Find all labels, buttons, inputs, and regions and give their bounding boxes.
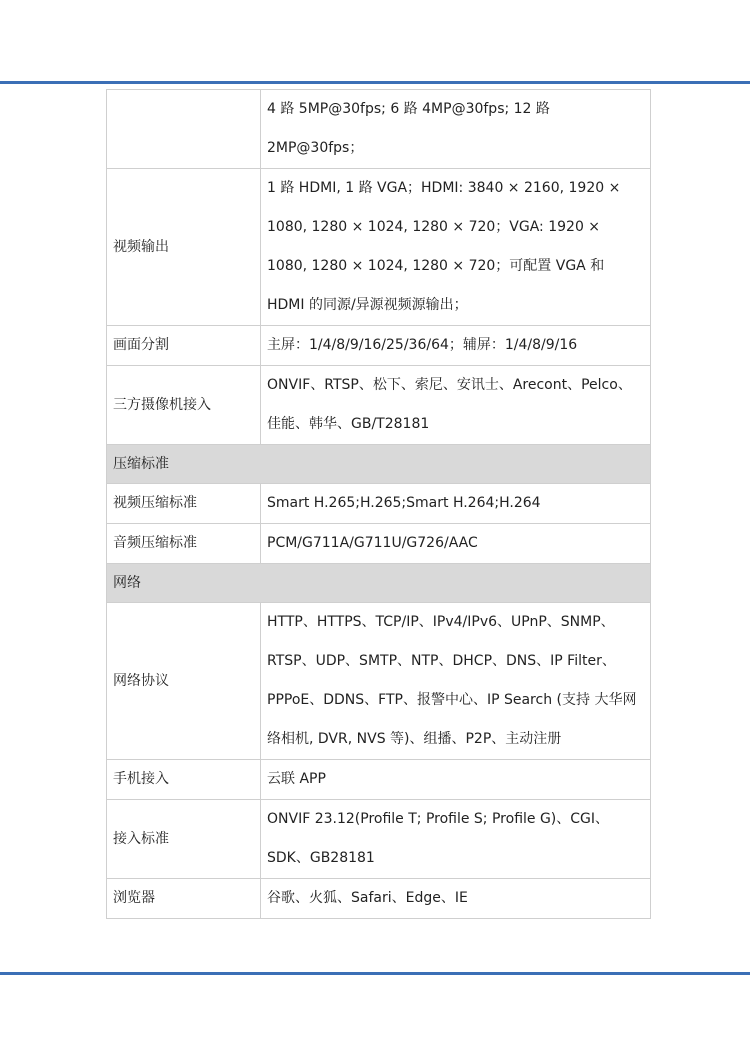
- row-label: 接入标准: [107, 800, 261, 879]
- row-value: HTTP、HTTPS、TCP/IP、IPv4/IPv6、UPnP、SNMP、RTSP、UDP、SMTP、NTP、DHCP、DNS、IP Filter、PPPoE、DDNS、FTP、报警中心、IP Search (支持 大华网络相机, DVR, NVS 等)、组播、P2P、主动注册: [261, 603, 651, 760]
- table-row: [107, 326, 651, 366]
- row-label: 视频输出: [107, 169, 261, 326]
- table-row: [107, 879, 651, 919]
- row-value: ONVIF、RTSP、松下、索尼、安讯士、Arecont、Pelco、佳能、韩华、GB/T28181: [261, 366, 651, 445]
- row-label: [107, 90, 261, 169]
- table-row: [107, 760, 651, 800]
- table-row: [107, 90, 651, 169]
- row-label: 手机接入: [107, 760, 261, 800]
- row-label: 网络协议: [107, 603, 261, 760]
- table-row: [107, 524, 651, 564]
- row-label: 视频压缩标准: [107, 484, 261, 524]
- row-value: 谷歌、火狐、Safari、Edge、IE: [261, 879, 651, 919]
- row-value: 4 路 5MP@30fps; 6 路 4MP@30fps; 12 路 2MP@30fps；: [261, 90, 651, 169]
- section-header-row: [107, 564, 651, 603]
- row-value: 1 路 HDMI, 1 路 VGA；HDMI: 3840 × 2160, 1920 × 1080, 1280 × 1024, 1280 × 720；VGA: 1920 × 1080, 1280 × 1024, 1280 × 720；可配置 VGA 和 HDMI 的同源/异源视频源输出；: [261, 169, 651, 326]
- table-row: [107, 366, 651, 445]
- row-value: 主屏：1/4/8/9/16/25/36/64；辅屏：1/4/8/9/16: [261, 326, 651, 366]
- table-row: [107, 603, 651, 760]
- section-title: 压缩标准: [107, 445, 651, 484]
- header-rule: [0, 81, 750, 84]
- footer-rule: [0, 972, 750, 975]
- row-value: ONVIF 23.12(Profile T; Profile S; Profile G)、CGI、SDK、GB28181: [261, 800, 651, 879]
- row-label: 音频压缩标准: [107, 524, 261, 564]
- section-header-row: [107, 445, 651, 484]
- table-row: [107, 484, 651, 524]
- spec-table: [106, 89, 651, 919]
- row-label: 画面分割: [107, 326, 261, 366]
- row-label: 浏览器: [107, 879, 261, 919]
- row-value: Smart H.265;H.265;Smart H.264;H.264: [261, 484, 651, 524]
- table-row: [107, 800, 651, 879]
- row-value: PCM/G711A/G711U/G726/AAC: [261, 524, 651, 564]
- row-label: 三方摄像机接入: [107, 366, 261, 445]
- row-value: 云联 APP: [261, 760, 651, 800]
- section-title: 网络: [107, 564, 651, 603]
- table-row: [107, 169, 651, 326]
